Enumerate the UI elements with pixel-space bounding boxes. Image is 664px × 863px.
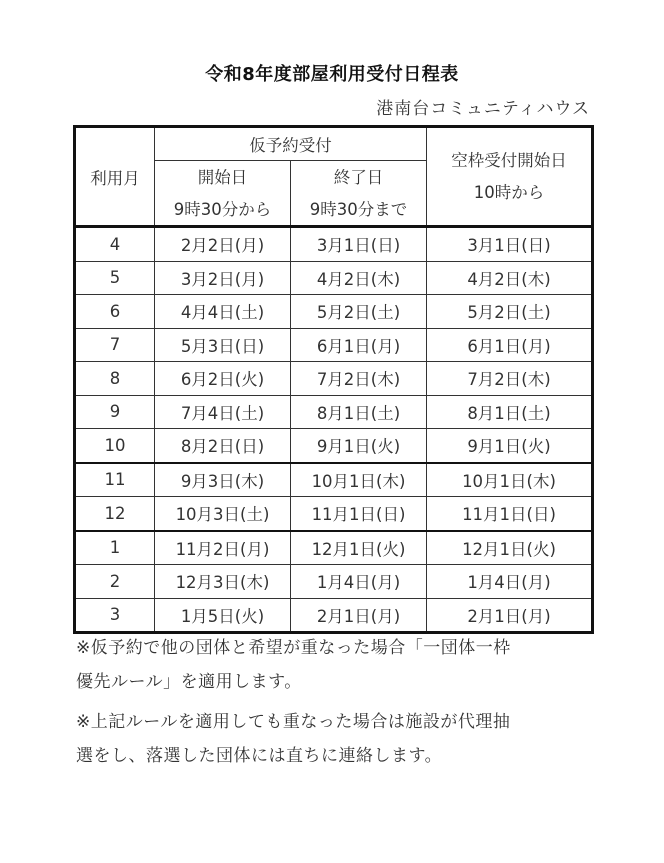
cell-month: 12 [75, 497, 155, 531]
cell-month: 4 [75, 227, 155, 262]
cell-vacant: 1月4日(月) [427, 565, 593, 599]
cell-vacant: 5月2日(土) [427, 295, 593, 329]
table-row [75, 497, 593, 531]
table-row [75, 261, 593, 295]
cell-start: 7月4日(土) [155, 395, 291, 429]
cell-end: 10月1日(木) [291, 463, 427, 497]
table-row [75, 395, 593, 429]
table-row [75, 362, 593, 396]
cell-start: 4月4日(土) [155, 295, 291, 329]
note-line: 優先ルール」を適用します。 [76, 672, 302, 692]
page-title: 令和8年度部屋利用受付日程表 [205, 64, 459, 85]
cell-end: 8月1日(土) [291, 395, 427, 429]
cell-end: 12月1日(火) [291, 531, 427, 565]
organization-name: 港南台コミュニティハウス [376, 99, 590, 119]
cell-start: 1月5日(火) [155, 598, 291, 633]
cell-month: 2 [75, 565, 155, 599]
table-row [75, 295, 593, 329]
note-lottery [76, 705, 596, 773]
note-line: 選をし、落選した団体には直ちに連絡します。 [76, 746, 443, 766]
cell-vacant: 7月2日(木) [427, 362, 593, 396]
cell-vacant: 8月1日(土) [427, 395, 593, 429]
cell-end: 2月1日(月) [291, 598, 427, 633]
cell-start: 6月2日(火) [155, 362, 291, 396]
cell-vacant: 4月2日(木) [427, 261, 593, 295]
table-row [75, 598, 593, 633]
cell-end: 5月2日(土) [291, 295, 427, 329]
cell-month: 10 [75, 429, 155, 463]
cell-month: 6 [75, 295, 155, 329]
cell-end: 9月1日(火) [291, 429, 427, 463]
table-row [75, 328, 593, 362]
cell-month: 1 [75, 531, 155, 565]
header-vacant [427, 127, 593, 227]
cell-start: 11月2日(月) [155, 531, 291, 565]
header-vacant-time: 10時から [473, 182, 545, 202]
cell-month: 8 [75, 362, 155, 396]
cell-month: 5 [75, 261, 155, 295]
header-end-time: 9時30分まで [291, 191, 427, 227]
cell-vacant: 10月1日(木) [427, 463, 593, 497]
cell-start: 5月3日(日) [155, 328, 291, 362]
header-start: 開始日 [155, 161, 291, 192]
cell-start: 9月3日(木) [155, 463, 291, 497]
cell-month: 7 [75, 328, 155, 362]
table-row [75, 429, 593, 463]
cell-vacant: 2月1日(月) [427, 598, 593, 633]
cell-end: 3月1日(日) [291, 227, 427, 262]
table-row [75, 463, 593, 497]
table-row [75, 565, 593, 599]
note-line: ※仮予約で他の団体と希望が重なった場合「一団体一枠 [76, 638, 511, 658]
cell-vacant: 12月1日(火) [427, 531, 593, 565]
cell-end: 1月4日(月) [291, 565, 427, 599]
cell-start: 2月2日(月) [155, 227, 291, 262]
cell-end: 4月2日(木) [291, 261, 427, 295]
cell-month: 11 [75, 463, 155, 497]
cell-month: 3 [75, 598, 155, 633]
note-line: ※上記ルールを適用しても重なった場合は施設が代理抽 [76, 712, 511, 732]
table-row [75, 227, 593, 262]
table-row [75, 531, 593, 565]
cell-end: 11月1日(日) [291, 497, 427, 531]
cell-end: 7月2日(木) [291, 362, 427, 396]
cell-vacant: 11月1日(日) [427, 497, 593, 531]
header-vacant-title: 空枠受付開始日 [451, 150, 567, 170]
header-provisional: 仮予約受付 [155, 127, 427, 161]
cell-vacant: 3月1日(日) [427, 227, 593, 262]
cell-start: 10月3日(土) [155, 497, 291, 531]
cell-start: 8月2日(日) [155, 429, 291, 463]
header-month: 利用月 [75, 127, 155, 227]
cell-vacant: 6月1日(月) [427, 328, 593, 362]
cell-month: 9 [75, 395, 155, 429]
schedule-table [73, 125, 594, 634]
cell-end: 6月1日(月) [291, 328, 427, 362]
cell-start: 3月2日(月) [155, 261, 291, 295]
note-priority-rule [76, 631, 596, 699]
cell-vacant: 9月1日(火) [427, 429, 593, 463]
header-start-time: 9時30分から [155, 191, 291, 227]
cell-start: 12月3日(木) [155, 565, 291, 599]
header-end: 終了日 [291, 161, 427, 192]
